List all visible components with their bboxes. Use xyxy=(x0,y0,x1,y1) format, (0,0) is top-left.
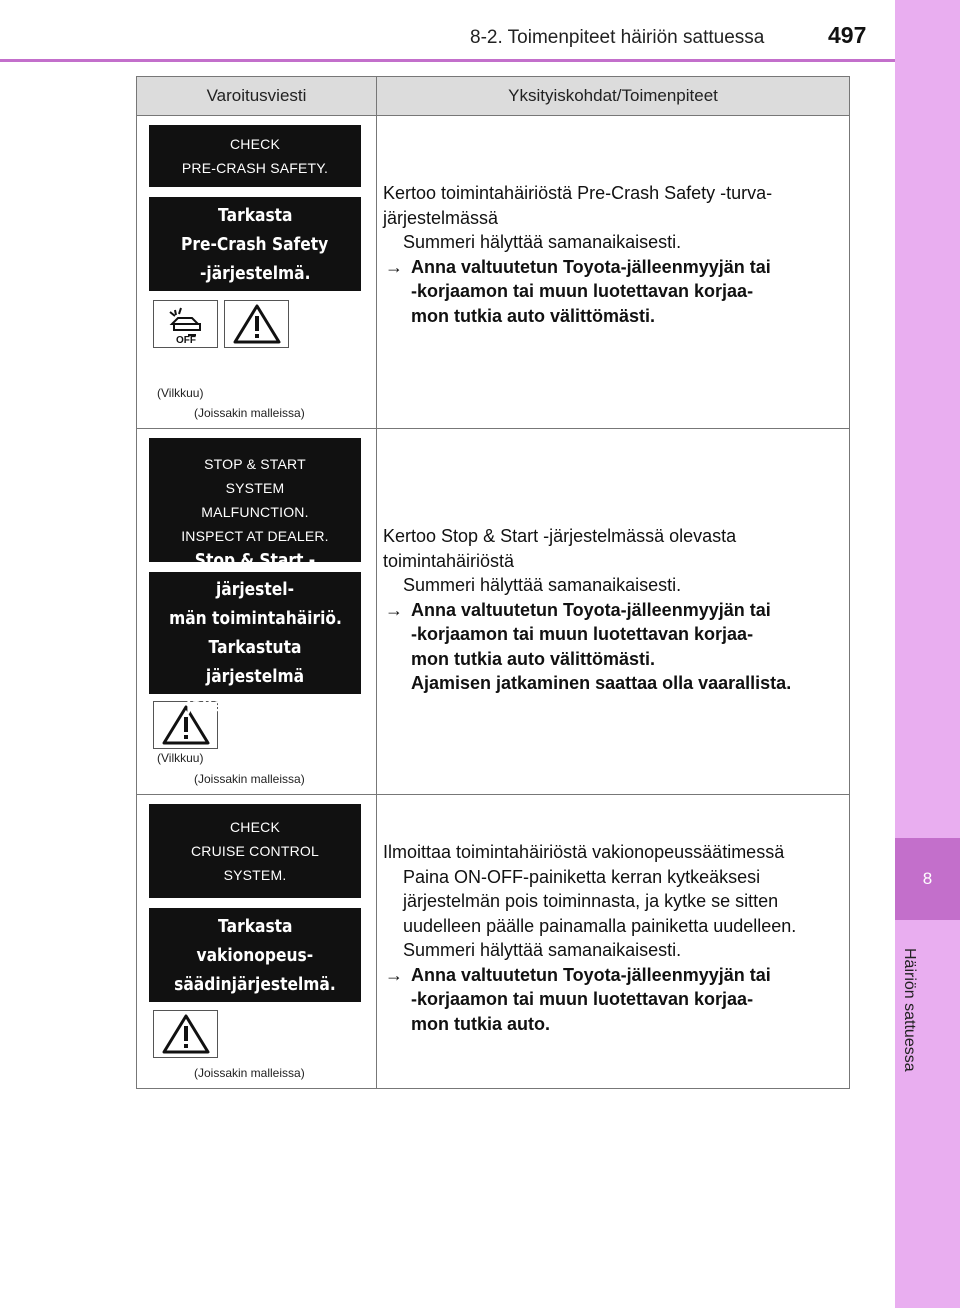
warning-triangle-icon xyxy=(224,300,289,348)
action-line: mon tutkia auto. xyxy=(411,1013,550,1034)
message-cell xyxy=(137,795,377,1089)
table-row xyxy=(137,795,850,1089)
display-line: Tarkasta xyxy=(217,204,293,226)
chapter-label xyxy=(896,930,922,1090)
details-cell xyxy=(377,429,850,795)
display-finnish xyxy=(149,550,361,716)
action-line: Ajamisen jatkaminen saattaa olla vaarallista. xyxy=(411,673,792,693)
details-text xyxy=(377,181,849,328)
action-line: -korjaamon tai muun luotettavan korjaa- xyxy=(411,281,754,301)
display-line: jälleenmyyjällä. xyxy=(186,695,324,716)
display-finnish xyxy=(149,197,361,291)
display-line: Tarkastuta järjestelmä xyxy=(205,637,305,687)
display-line: -järjestelmä. xyxy=(199,262,311,284)
display-english xyxy=(149,125,361,187)
instruction-line: uudelleen päälle painamalla painiketta uudelleen. xyxy=(403,915,797,936)
indicator-icons xyxy=(153,1010,376,1058)
message-cell xyxy=(137,429,377,795)
display-line: vakionopeus- xyxy=(196,944,314,966)
action-block xyxy=(383,598,839,696)
details-cell xyxy=(377,795,850,1089)
description-line: toimintahäiriöstä xyxy=(383,550,515,571)
message-cell xyxy=(137,116,377,429)
display-line: MALFUNCTION. xyxy=(201,504,309,520)
models-note: (Joissakin malleissa) xyxy=(194,406,305,420)
display-line: Stop & Start -järjestel- xyxy=(194,550,316,600)
warning-triangle-icon xyxy=(153,1010,218,1058)
table-row xyxy=(137,429,850,795)
column-header-details: Yksityiskohdat/Toimenpiteet xyxy=(377,77,850,116)
details-text xyxy=(377,840,849,1036)
buzzer-note: Summeri hälyttää samanaikaisesti. xyxy=(403,940,682,960)
action-line: Anna valtuutetun Toyota-jälleenmyyjän tai xyxy=(411,256,771,277)
display-line: Pre-Crash Safety xyxy=(181,233,329,255)
display-line: säädinjärjestelmä. xyxy=(174,973,336,995)
details-text xyxy=(377,524,849,696)
models-note: (Joissakin malleissa) xyxy=(194,1066,305,1080)
action-line: -korjaamon tai muun luotettavan korjaa- xyxy=(411,624,754,644)
instruction-line: järjestelmän pois toiminnasta, ja kytke se sitten xyxy=(403,891,779,911)
display-line: STOP & START xyxy=(204,456,306,472)
details-cell xyxy=(377,116,850,429)
action-block xyxy=(383,255,839,329)
column-header-message: Varoitusviesti xyxy=(137,77,377,116)
description-line: Kertoo toimintahäiriöstä Pre-Crash Safety -turva- xyxy=(383,183,773,203)
arrow-icon: → xyxy=(385,256,403,277)
svg-text:OFF: OFF xyxy=(175,335,196,344)
action-line: Anna valtuutetun Toyota-jälleenmyyjän tai xyxy=(411,964,771,985)
description-line: Ilmoittaa toimintahäiriöstä vakionopeussäätimessä xyxy=(383,842,785,862)
chapter-number: 8 xyxy=(895,838,960,920)
description-line: järjestelmässä xyxy=(383,207,499,228)
description-line: Kertoo Stop & Start -järjestelmässä olevasta xyxy=(383,526,737,546)
arrow-icon: → xyxy=(385,599,403,620)
display-english xyxy=(149,438,361,562)
indicator-icons xyxy=(153,300,376,348)
display-finnish xyxy=(149,908,361,1002)
buzzer-note: Summeri hälyttää samanaikaisesti. xyxy=(403,232,682,252)
display-line: män toimintahäiriö. xyxy=(168,608,342,629)
action-line: -korjaamon tai muun luotettavan korjaa- xyxy=(411,989,754,1009)
blink-note: (Vilkkuu) xyxy=(157,386,204,400)
table-row xyxy=(137,116,850,429)
display-line: SYSTEM xyxy=(225,480,285,496)
arrow-icon: → xyxy=(385,964,403,985)
section-title: 8-2. Toimenpiteet häiriön sattuessa xyxy=(470,27,765,48)
display-line: PRE-CRASH SAFETY. xyxy=(181,160,329,176)
header-rule xyxy=(0,59,895,62)
instruction-line: Paina ON-OFF-painiketta kerran kytkeäksesi xyxy=(403,866,761,887)
side-tab xyxy=(895,0,960,1308)
display-line: INSPECT AT DEALER. xyxy=(181,528,329,544)
pre-crash-off-icon xyxy=(153,300,218,348)
table-header-row xyxy=(137,77,850,116)
display-english xyxy=(149,804,361,898)
display-line: SYSTEM. xyxy=(223,867,287,883)
page-number: 497 xyxy=(828,22,867,48)
action-block xyxy=(383,963,839,1037)
action-line: Anna valtuutetun Toyota-jälleenmyyjän tai xyxy=(411,599,771,620)
action-line: mon tutkia auto välittömästi. xyxy=(411,305,656,326)
action-line: mon tutkia auto välittömästi. xyxy=(411,648,656,669)
display-line: Tarkasta xyxy=(217,915,293,937)
buzzer-note: Summeri hälyttää samanaikaisesti. xyxy=(403,575,682,595)
display-line: CHECK xyxy=(229,136,280,152)
display-line: CRUISE CONTROL xyxy=(190,843,320,859)
models-note: (Joissakin malleissa) xyxy=(194,772,305,786)
display-line: CHECK xyxy=(229,819,280,835)
warning-table xyxy=(136,76,850,1089)
chapter-label-text: Häiriön sattuessa xyxy=(901,948,918,1072)
blink-note: (Vilkkuu) xyxy=(157,751,204,765)
